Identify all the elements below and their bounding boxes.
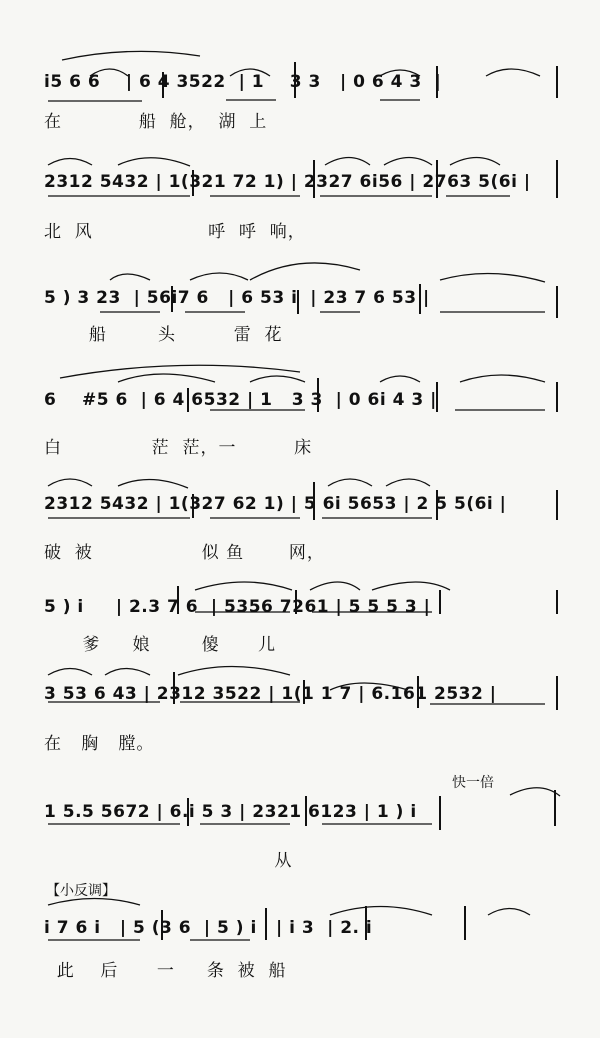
lyrics-line-7: 在 胸 膛。 [44,734,155,754]
lyrics-line-8: 从 [44,851,293,871]
lyrics-line-2: 北 风 呼 呼 响， [44,222,306,242]
key-section-annotation: 【小反调】 [46,883,116,899]
notes-line-6: 5 ) i | 2.3 7 6 | 5356 7261 | 5 5 5 3 | [44,597,431,617]
notes-line-3: 5 ) 3 23 | 56i7 6 | 6 53 i | 23 7 6 53 | [44,288,430,308]
notes-line-4: 6 #5 6 | 6 4 6532 | 1 3 3 | 0 6i 4 3 | [44,390,437,410]
notes-line-5: 2312 5432 | 1(327 62 1) | 5 6i 5653 | 2 5 5(6i | [44,494,507,514]
notes-line-8: 1 5.5 5672 | 6.i 5 3 | 2321 6123 | 1 ) i [44,802,417,822]
notes-line-2: 2312 5432 | 1(321 72 1) | 2327 6i56 | 2763 5(6i | [44,172,531,192]
notes-line-9: i 7 6 i | 5 (3 6 | 5 ) i | i 3 | 2. i [44,918,373,938]
lyrics-line-1: 在 船 舱， 湖 上 [44,112,268,132]
tempo-annotation: 快一倍 [452,775,494,791]
lyrics-line-3: 船 头 雷 花 [44,325,283,345]
lyrics-line-9: 此 后 一 条 被 船 [44,961,287,981]
notes-line-1: i5 6 6 | 6 4 3522 | 1 3 3 | 0 6 4 3 | [44,72,442,92]
lyrics-line-4: 白 茫 茫，一 床 [44,438,313,458]
lyrics-line-6: 爹 娘 傻 儿 [44,635,277,655]
notes-line-7: 3 53 6 43 | 2312 3522 | 1(1 1 7 | 6.161 2532 | [44,684,497,704]
lyrics-line-5: 破 被 似 鱼 网， [44,543,325,563]
